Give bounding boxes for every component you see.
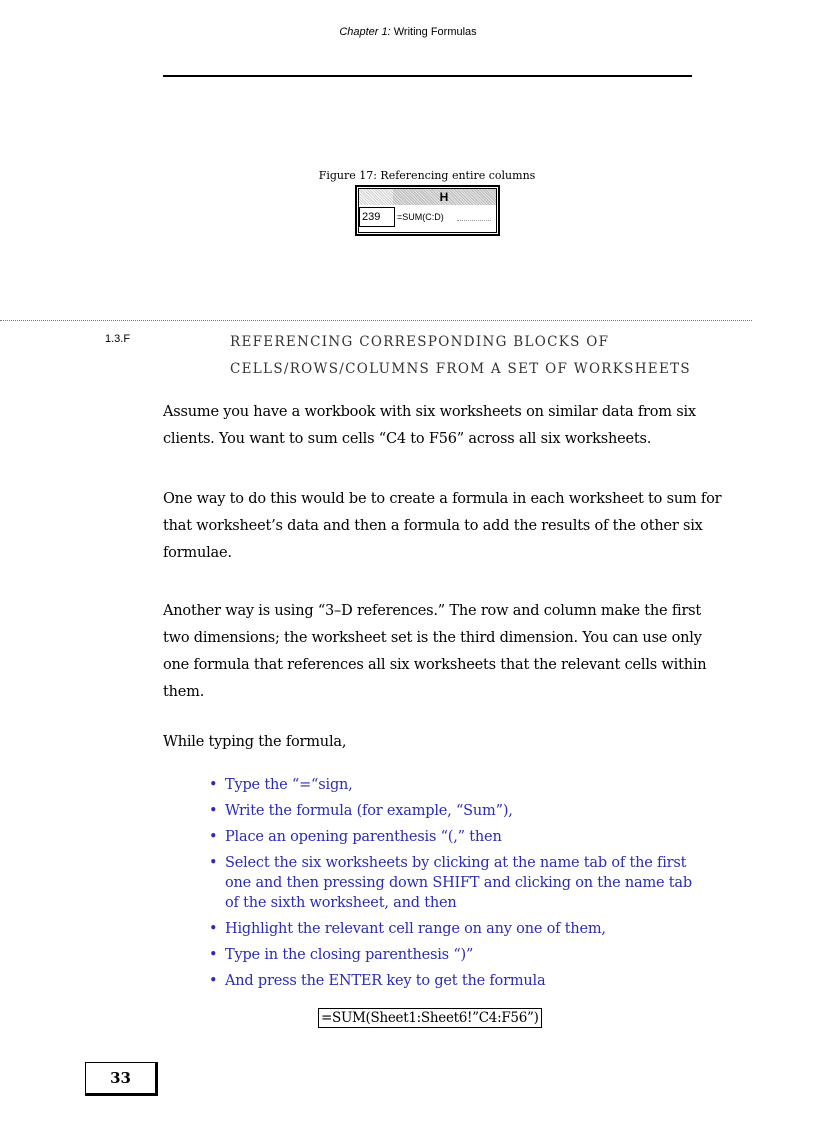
section-number: 1.3.F <box>105 333 131 345</box>
row-header-corner <box>359 189 393 205</box>
list-item: • Write the formula (for example, “Sum”), <box>207 801 707 821</box>
figure-spreadsheet-snippet <box>355 185 500 236</box>
section-divider <box>0 320 752 321</box>
list-item: • Type the “=“sign, <box>207 775 707 795</box>
list-item: • And press the ENTER key to get the formula <box>207 971 707 991</box>
header-rule <box>163 75 692 77</box>
cell-formula: =SUM(C:D) <box>397 212 444 222</box>
column-header: H <box>393 189 496 205</box>
list-item: • Place an opening parenthesis “(,” then <box>207 827 707 847</box>
chapter-title: Writing Formulas <box>393 26 477 38</box>
cell-gridline <box>457 220 491 221</box>
running-header <box>0 26 816 38</box>
page-number: 33 <box>85 1062 158 1096</box>
paragraph: One way to do this would be to create a formula in each worksheet to sum for that worksheet’s data and then a formula to add the results of the other six formulae. <box>163 491 722 561</box>
paragraph: Another way is using “3–D references.” The row and column make the first two dimensions; the worksheet set is the third dimension. You can use only one formula that references all six worksheets that the relevant cells within them. <box>163 603 707 700</box>
chapter-label: Chapter 1: <box>339 26 391 38</box>
figure-caption: Figure 17: Referencing entire columns <box>318 169 536 182</box>
list-item: • Type in the closing parenthesis “)” <box>207 945 707 965</box>
paragraph: Assume you have a workbook with six worksheets on similar data from six clients. You want to sum cells “C4 to F56” across all six worksheets. <box>163 404 696 447</box>
list-item: • Highlight the relevant cell range on any one of them, <box>207 919 707 939</box>
steps-list <box>207 775 707 997</box>
row-number: 239 <box>359 207 395 227</box>
formula-example: =SUM(Sheet1:Sheet6!”C4:F56”) <box>318 1008 542 1028</box>
paragraph: While typing the formula, <box>163 734 347 750</box>
list-item: • Select the six worksheets by clicking at the name tab of the first one and then pressing down SHIFT and clicking on the name tab of the sixth worksheet, and then <box>207 853 707 913</box>
section-title: REFERENCING CORRESPONDING BLOCKS OF CELLS/ROWS/COLUMNS FROM A SET OF WORKSHEETS <box>230 334 691 377</box>
